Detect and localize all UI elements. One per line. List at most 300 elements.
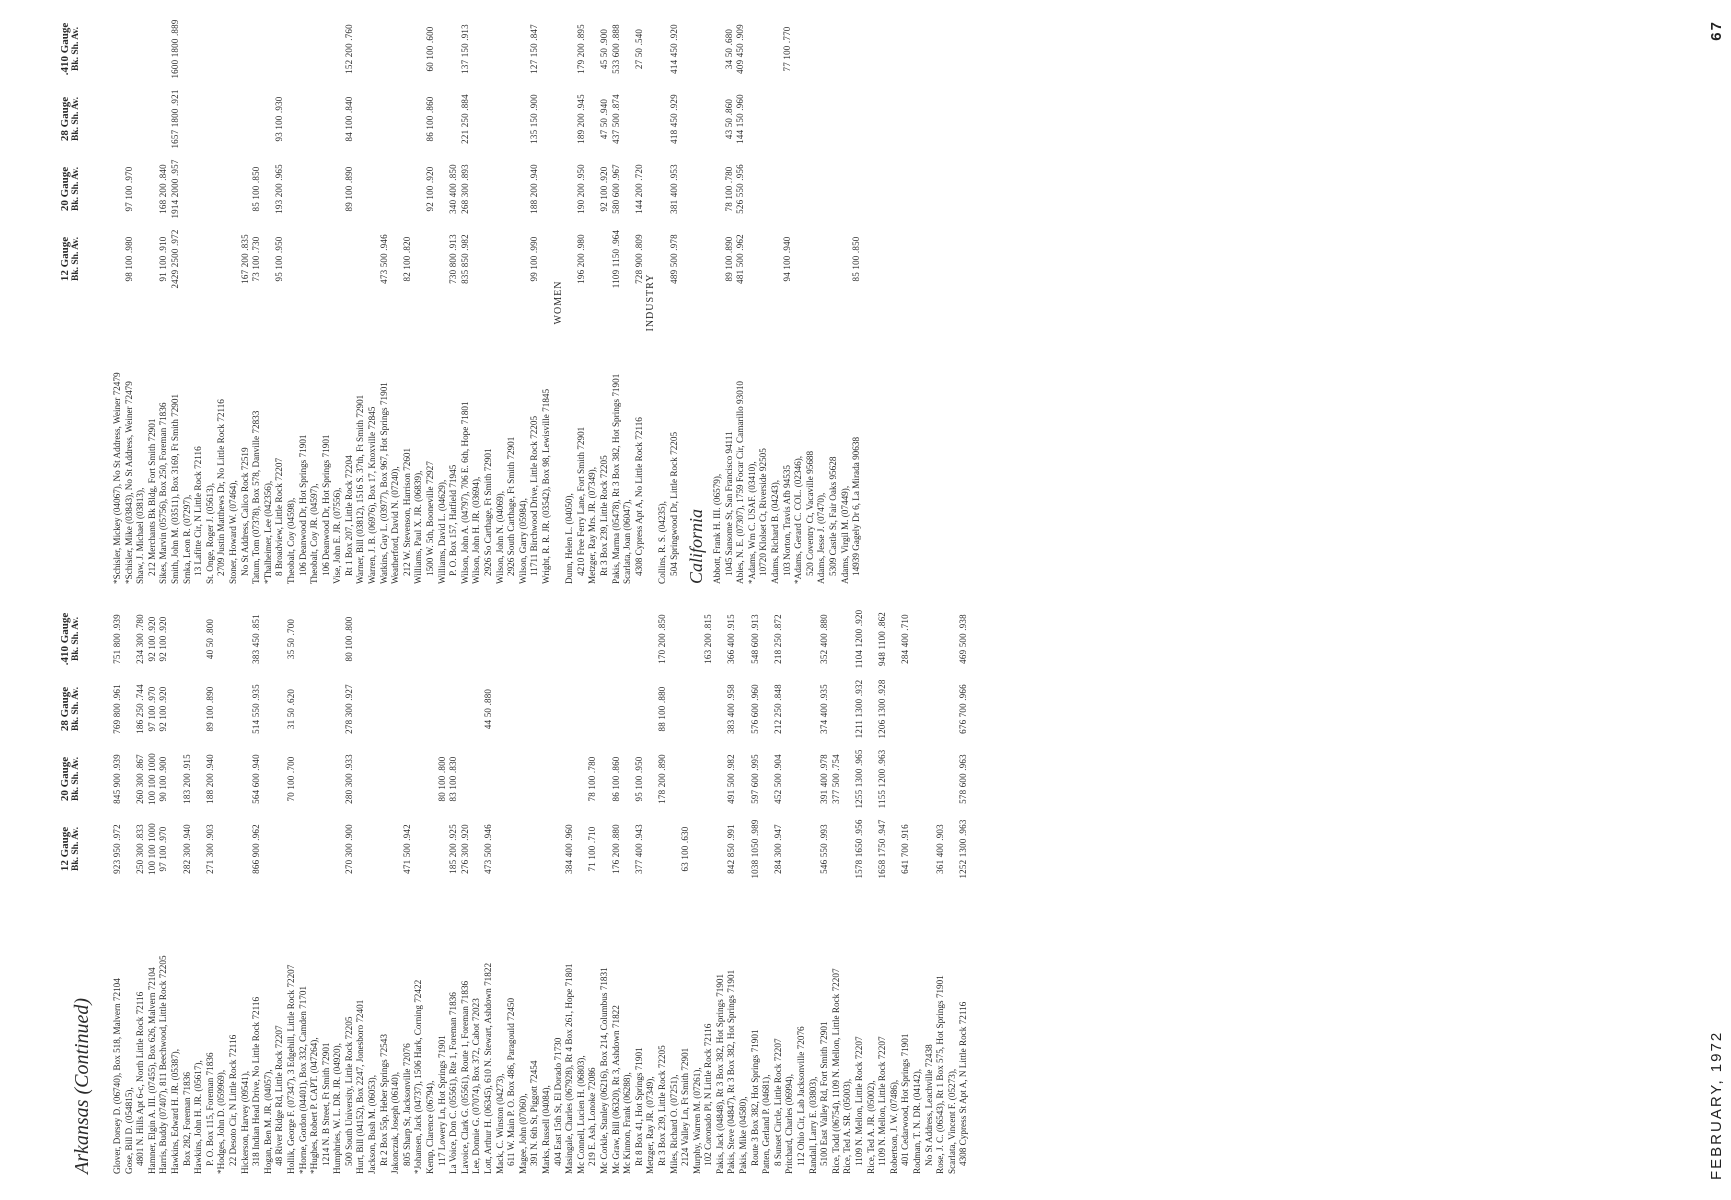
shooter-name: Warner, Bill (03812), 1516 S. 37th, Ft Smith 72901 xyxy=(355,394,366,584)
shooter-name: Robertson, J. W. (07486), xyxy=(888,1079,899,1174)
shooter-row xyxy=(274,15,286,590)
shooter-row xyxy=(471,605,483,1180)
score-28-gauge: 212 250 .848 xyxy=(772,684,783,734)
score-28-gauge: 221 250 .884 xyxy=(459,94,470,144)
state-heading xyxy=(680,15,712,590)
shooter-name: Jackson, Bush M. (06053), xyxy=(367,1074,378,1174)
shooter-list xyxy=(112,605,970,1180)
score-28-gauge: 92 100 .920 xyxy=(158,686,169,732)
shooter-name: St. Onge, Roger J. (05613), xyxy=(204,482,215,584)
shooter-row xyxy=(495,605,507,1180)
shooter-row xyxy=(332,605,344,1180)
shooter-row xyxy=(112,605,124,1180)
score-12-gauge: 481 500 .962 xyxy=(735,234,746,284)
shooter-row xyxy=(703,605,715,1180)
score-28-gauge: 84 100 .840 xyxy=(343,96,354,142)
shooter-row xyxy=(367,605,379,1180)
shooter-row xyxy=(170,15,182,590)
score-12-gauge: 377 400 .943 xyxy=(633,824,644,874)
shooter-name: Rice, Ted A. JR. (05002), xyxy=(865,1080,876,1174)
shooter-row xyxy=(816,15,828,590)
shooter-name: Mack, C. Winston (04273), xyxy=(494,1073,505,1174)
score-20-gauge: 526 550 .956 xyxy=(735,164,746,214)
gauge-sub: Bk. Sh. Av. xyxy=(71,97,81,141)
shooter-row xyxy=(147,15,159,590)
gauge-title: 20 Gauge xyxy=(59,756,71,802)
shooter-row xyxy=(715,605,727,1180)
score-12-gauge: 63 100 .630 xyxy=(680,826,691,872)
shooter-name: Dunn, Helen L. (04050), xyxy=(564,493,575,584)
score-20-gauge: 90 100 .900 xyxy=(158,756,169,802)
shooter-list xyxy=(112,15,863,590)
score-20-gauge: 183 200 .915 xyxy=(181,754,192,804)
shooter-address: 520 Coventry Ct, Vacaville 95688 xyxy=(804,450,815,576)
shooter-name: Adams, Richard B. (04243), xyxy=(770,479,781,584)
score-410-gauge: 948 1100 .862 xyxy=(877,611,888,667)
shooter-address: Rt 3 Box 239, Little Rock 72205 xyxy=(656,1045,667,1166)
shooter-address: 2709 Justin Matthews Dr, No Little Rock 72116 xyxy=(216,399,227,576)
shooter-row xyxy=(622,15,634,590)
shooter-row xyxy=(958,605,970,1180)
shooter-name: Smith, John M. (03511), Box 3169, Ft Smith 72901 xyxy=(169,393,180,584)
shooter-name: Metzger, Ray Mrs. JR. (07349), xyxy=(587,466,598,584)
shooter-name: Williams, Paul X. JR. (06839), xyxy=(413,470,424,584)
gauge-sub: Bk. Sh. Av. xyxy=(71,237,81,281)
shooter-name: *Adams, Wm C. USAF. (03410), xyxy=(746,461,757,584)
score-12-gauge: 1252 1300 .963 xyxy=(958,819,969,879)
score-12-gauge: 270 300 .900 xyxy=(343,824,354,874)
score-410-gauge: 137 150 .913 xyxy=(459,24,470,74)
score-20-gauge: 178 200 .890 xyxy=(656,754,667,804)
shooter-name: Wilson, John N. (04069), xyxy=(494,490,505,584)
heading-text: INDUSTRY xyxy=(645,273,657,332)
shooter-row xyxy=(793,15,805,590)
shooter-name: Wright, R. R. JR. (03542), Box 98, Lewisville 71845 xyxy=(540,388,551,584)
shooter-row xyxy=(263,15,275,590)
gauge-sub: Bk. Sh. Av. xyxy=(71,687,81,731)
shooter-address: 106 Deanwood Dr, Hot Springs 71901 xyxy=(320,434,331,576)
shooter-name: Pakis, Marma (05478), Rt 3 Box 382, Hot Springs 71901 xyxy=(610,373,621,584)
score-20-gauge: 188 200 .940 xyxy=(204,754,215,804)
score-28-gauge: 88 100 .880 xyxy=(656,686,667,732)
shooter-name: Glover, Dorsey D. (06740), Box 518, Malvern 72104 xyxy=(112,978,122,1174)
shooter-row xyxy=(747,15,759,590)
gauge-title: 20 Gauge xyxy=(59,166,71,212)
shooter-row xyxy=(669,15,681,590)
shooter-row xyxy=(437,605,449,1180)
shooter-address: 48 River Ridge Rd, Little Rock 72207 xyxy=(274,1025,285,1166)
shooter-name: *Schisler, Mickey (04067), No St Address, Weiner 72479 xyxy=(112,372,122,584)
score-20-gauge: 381 400 .953 xyxy=(668,164,679,214)
shooter-name: Theobalt, Coy JR. (04597), xyxy=(309,483,320,584)
gauge-sub: Bk. Sh. Av. xyxy=(71,27,81,71)
shooter-row xyxy=(924,605,936,1180)
score-12-gauge: 471 500 .942 xyxy=(401,824,412,874)
shooter-row xyxy=(193,15,205,590)
shooter-row xyxy=(309,15,321,590)
score-20-gauge: 92 100 .920 xyxy=(598,166,609,212)
shooter-row xyxy=(889,605,901,1180)
shooter-name: Mc Kinnon, Frank (06288), xyxy=(622,1072,633,1174)
shooter-row xyxy=(448,15,460,590)
shooter-row xyxy=(425,15,437,590)
shooter-row xyxy=(819,605,831,1180)
score-410-gauge: 34 50 .680 xyxy=(723,28,734,70)
shooter-row xyxy=(726,605,738,1180)
score-12-gauge: 89 100 .890 xyxy=(723,236,734,282)
shooter-name: *Horne, Gordon (04401), Box 332, Camden 71701 xyxy=(297,985,308,1174)
shooter-name: Mc Corkle, Stanley (06216), Box 214, Columbus 71831 xyxy=(598,967,609,1174)
shooter-row xyxy=(712,15,724,590)
score-12-gauge: 94 100 .940 xyxy=(781,236,792,282)
score-12-gauge: 1658 1750 .947 xyxy=(877,819,888,879)
shooter-name: Adams, Virgil M. (07449), xyxy=(839,485,850,584)
shooter-row xyxy=(770,15,782,590)
gauge-title: 12 Gauge xyxy=(59,826,71,872)
score-12-gauge: 91 100 .910 xyxy=(158,236,169,282)
shooter-row xyxy=(831,605,843,1180)
shooter-name: Humphries, W. L. DR. JR. (04920), xyxy=(332,1043,343,1174)
shooter-row xyxy=(657,15,669,590)
shooter-row xyxy=(448,605,460,1180)
shooter-row xyxy=(471,15,483,590)
score-28-gauge: 44 50 .880 xyxy=(483,688,493,730)
score-20-gauge: 78 100 .780 xyxy=(587,756,598,802)
score-20-gauge: 78 100 .780 xyxy=(723,166,734,212)
score-20-gauge: 580 600 .967 xyxy=(610,164,621,214)
score-410-gauge: 40 50 .800 xyxy=(204,618,215,660)
shooter-row xyxy=(205,15,217,590)
score-28-gauge: 514 550 .935 xyxy=(251,684,262,734)
shooter-row xyxy=(483,605,495,1180)
shooter-name: Masingale, Charles (067928), Rt 4 Box 261, Hope 71801 xyxy=(564,963,575,1174)
score-20-gauge: 193 200 .965 xyxy=(274,164,285,214)
shooter-name: Hollik, George F. (07347), 3 Edgehill, Little Rock 72207 xyxy=(285,964,296,1174)
shooter-name: Weatherford, David N. (07240), xyxy=(390,466,401,584)
page-number: 67 xyxy=(1708,20,1725,41)
page-footer xyxy=(1701,20,1725,1180)
gauge-sub: Bk. Sh. Av. xyxy=(71,827,81,871)
score-28-gauge: 135 150 .900 xyxy=(529,94,540,144)
score-12-gauge: 1038 1050 .989 xyxy=(749,819,760,879)
issue-date: FEBRUARY, 1972 xyxy=(1708,1030,1725,1180)
score-28-gauge: 418 450 .929 xyxy=(668,94,679,144)
shooter-row xyxy=(205,605,217,1180)
score-20-gauge: 377 500 .754 xyxy=(830,754,841,804)
shooter-row xyxy=(808,605,820,1180)
shooter-name: Pakis, Steve (04847), Rt 3 Box 382, Hot Springs 71901 xyxy=(726,969,737,1174)
shooter-row xyxy=(135,15,147,590)
gauge-title: 28 Gauge xyxy=(59,96,71,142)
shooter-address: Rt 3 Box 239, Little Rock 72205 xyxy=(598,455,609,576)
score-28-gauge: 769 800 .961 xyxy=(112,684,122,734)
shooter-address: No St Address, Leachville 72438 xyxy=(923,1044,934,1166)
gauge-sub: Bk. Sh. Av. xyxy=(71,167,81,211)
shooter-name: Rice, Todd (06754), 1109 N. Mellon, Little Rock 72207 xyxy=(830,968,841,1174)
score-12-gauge: 546 550 .993 xyxy=(819,824,830,874)
score-20-gauge: 97 100 .970 xyxy=(123,166,134,212)
score-20-gauge: 144 200 .720 xyxy=(633,164,644,214)
score-410-gauge: 234 300 .780 xyxy=(135,614,146,664)
shooter-row xyxy=(193,605,205,1180)
shooter-row xyxy=(182,15,194,590)
score-410-gauge: 352 400 .880 xyxy=(819,614,830,664)
score-410-gauge: 163 200 .815 xyxy=(703,614,714,664)
shooter-row xyxy=(182,605,194,1180)
shooter-address: 212 Merchants Bk Bldg, Fort Smith 72901 xyxy=(146,418,157,576)
score-20-gauge: 86 100 .860 xyxy=(610,756,621,802)
score-20-gauge: 391 400 .978 xyxy=(819,754,830,804)
gauge-header-12 xyxy=(60,228,94,290)
shooter-row xyxy=(437,15,449,590)
shooter-name: Williams, David L. (04629), xyxy=(436,479,447,584)
gauge-header-12 xyxy=(60,818,94,880)
shooter-name: Rice, Ted A. SR. (05003), xyxy=(842,1078,853,1174)
shooter-row xyxy=(228,605,240,1180)
shooter-row xyxy=(900,605,912,1180)
score-20-gauge: 845 900 .939 xyxy=(112,754,122,804)
shooter-row xyxy=(611,605,623,1180)
score-20-gauge: 100 100 1000 xyxy=(146,753,157,805)
gauge-title: .410 Gauge xyxy=(59,612,71,666)
shooter-name: Mc Graw, Bill (06320), Rt 3, Ashdown 71822 xyxy=(610,1005,621,1174)
shooter-address: 404 East 15th St, El Dorado 71730 xyxy=(552,1037,563,1166)
score-410-gauge: 170 200 .850 xyxy=(656,614,667,664)
score-410-gauge: 414 450 .920 xyxy=(668,24,679,74)
shooter-row xyxy=(135,605,147,1180)
shooter-row xyxy=(158,605,170,1180)
score-28-gauge: 1206 1300 .928 xyxy=(877,679,888,739)
score-12-gauge: 185 200 .925 xyxy=(448,824,459,874)
shooter-address: 805 Sharp St, Jacksonville 72076 xyxy=(401,1043,412,1166)
shooter-name: Hickerson, Harvey (09541), xyxy=(239,1070,250,1174)
score-12-gauge: 835 850 .982 xyxy=(459,234,470,284)
shooter-row xyxy=(842,605,854,1180)
shooter-address: 4308 Cypress Apt A, No Little Rock 72116 xyxy=(633,417,644,576)
shooter-name: Miles, Richard O. (07251), xyxy=(668,1074,679,1174)
shooter-row xyxy=(587,605,599,1180)
shooter-name: Pakis, Jack (04848), Rt 3 Box 382, Hot Springs 71901 xyxy=(714,973,725,1174)
shooter-address: No St Address, Calico Rock 72519 xyxy=(239,447,250,576)
shooter-address: 5100 East Valley Rd, Fort Smith 72901 xyxy=(819,1021,830,1166)
score-12-gauge: 489 500 .978 xyxy=(668,234,679,284)
heading-text: California xyxy=(686,508,707,584)
shooter-row xyxy=(564,15,576,590)
shooter-row xyxy=(840,15,852,590)
shooter-name: *Thalheimer, Lee (042356), xyxy=(262,480,273,584)
score-20-gauge: 340 400 .850 xyxy=(448,164,459,214)
section-title: Arkansas (Continued) xyxy=(71,997,93,1174)
score-28-gauge: 576 600 .960 xyxy=(749,684,760,734)
shooter-row xyxy=(216,605,228,1180)
shooter-address: 22 Desoto Cir, N Little Rock 72116 xyxy=(227,1034,238,1166)
shooter-address: 1214 N. B Street, Ft Smith 72901 xyxy=(320,1042,331,1166)
shooter-name: Hawkins, Edward H. JR. (05387), xyxy=(169,1048,180,1174)
score-12-gauge: 842 850 .991 xyxy=(726,824,737,874)
shooter-address: 13 Lafitte Cir, N Little Rock 72116 xyxy=(193,446,204,576)
shooter-address: Rt 8 Box 41, Hot Springs 71901 xyxy=(633,1047,644,1166)
shooter-name: Patten, Gerland P. (04681), xyxy=(761,1074,772,1174)
score-12-gauge: 73 100 .730 xyxy=(251,236,262,282)
shooter-name: Wilson, John H. JR. (03694), xyxy=(471,476,482,584)
score-20-gauge: 70 100 .700 xyxy=(285,756,296,802)
shooter-row xyxy=(692,605,704,1180)
score-20-gauge: 188 200 .940 xyxy=(529,164,540,214)
score-12-gauge: 641 700 .916 xyxy=(900,824,911,874)
shooter-address: 117 Lowery Ln, Hot Springs 71901 xyxy=(436,1035,447,1166)
section-heading xyxy=(645,15,657,590)
left-column xyxy=(60,605,1480,1180)
score-410-gauge: 284 400 .710 xyxy=(900,614,911,664)
shooter-row xyxy=(587,15,599,590)
gauge-header-20 xyxy=(60,748,94,810)
score-12-gauge: 98 100 .980 xyxy=(123,236,134,282)
score-12-gauge: 167 200 .835 xyxy=(239,234,250,284)
shooter-row xyxy=(645,605,657,1180)
shooter-row xyxy=(758,15,770,590)
shooter-name: Srnka, Leon R. (07297), xyxy=(181,494,192,584)
score-12-gauge: 97 100 .970 xyxy=(158,826,169,872)
shooter-row xyxy=(782,15,794,590)
shooter-row xyxy=(735,15,747,590)
score-20-gauge: 491 500 .982 xyxy=(726,754,737,804)
score-12-gauge: 95 100 .950 xyxy=(274,236,285,282)
score-410-gauge: 80 100 .800 xyxy=(343,616,354,662)
shooter-row xyxy=(495,15,507,590)
shooter-name: Hurt, Bill (04152), Box 2247, Jonesboro 72401 xyxy=(355,999,366,1174)
shooter-row xyxy=(611,15,623,590)
shooter-name: Hawkins, John H. JR. (05617), xyxy=(193,1060,204,1174)
score-12-gauge: 730 800 .913 xyxy=(448,234,459,284)
shooter-address: 2926 So Carthage, Ft Smith 72901 xyxy=(483,448,493,576)
shooter-name: Ables, N. E. (07307), 1759 Focar Cir, Camarillo 93010 xyxy=(735,380,746,584)
score-12-gauge: 71 100 .710 xyxy=(587,826,598,872)
shooter-row xyxy=(321,605,333,1180)
shooter-row xyxy=(912,605,924,1180)
score-12-gauge: 1578 1650 .956 xyxy=(854,819,864,879)
score-410-gauge: 218 250 .872 xyxy=(772,614,783,664)
score-12-gauge: 284 300 .947 xyxy=(772,824,783,874)
shooter-row xyxy=(460,605,472,1180)
section-heading xyxy=(553,15,565,590)
shooter-row xyxy=(367,15,379,590)
shooter-row xyxy=(506,15,518,590)
shooter-address: 504 Springwood Dr, Little Rock 72205 xyxy=(668,431,679,576)
score-28-gauge: 186 250 .744 xyxy=(135,684,146,734)
score-20-gauge: 92 100 .920 xyxy=(425,166,436,212)
shooter-name: *Hodges, John D. (059969), xyxy=(216,1069,227,1174)
shooter-row xyxy=(738,605,750,1180)
score-28-gauge: 374 400 .935 xyxy=(819,684,830,734)
shooter-name: Shaw, J. Michael (03813), xyxy=(135,487,146,584)
shooter-address: P. O. Box 115, Foreman 71836 xyxy=(204,1052,215,1166)
score-410-gauge: 92 100 .920 xyxy=(146,616,157,662)
shooter-row xyxy=(379,15,391,590)
score-410-gauge: 127 150 .847 xyxy=(529,24,540,74)
shooter-address: 212 W. Stevenson, Harrison 72601 xyxy=(401,447,412,576)
shooter-name: Wilson, John A. (04797), 706 E. 6th, Hope 71801 xyxy=(459,401,470,584)
shooter-name: Sikes, Marvin (05756), Box 250, Foreman 71836 xyxy=(158,402,169,584)
score-12-gauge: 196 200 .980 xyxy=(575,234,586,284)
right-column xyxy=(60,15,1480,590)
shooter-address: 106 Deanwood Dr, Hot Springs 71901 xyxy=(297,434,308,576)
score-28-gauge: 278 300 .927 xyxy=(343,684,354,734)
score-410-gauge: 60 100 .600 xyxy=(425,26,436,72)
score-20-gauge: 260 300 .867 xyxy=(135,754,146,804)
shooter-row xyxy=(355,605,367,1180)
score-20-gauge: 190 200 .950 xyxy=(575,164,586,214)
score-410-gauge: 35 50 .700 xyxy=(285,618,296,660)
shooter-row xyxy=(506,605,518,1180)
shooter-name: Metzger, Ray JR. (07349), xyxy=(645,1076,656,1174)
shooter-name: Marks, Russell (04084), xyxy=(540,1085,551,1174)
shooter-address: Route 3 Box 382, Hot Springs 71901 xyxy=(749,1029,760,1166)
shooter-row xyxy=(529,15,541,590)
gauge-header-410 xyxy=(60,608,94,670)
score-12-gauge: 361 400 .903 xyxy=(935,824,946,874)
score-12-gauge: 271 300 .903 xyxy=(204,824,215,874)
shooter-name: Scarlata, Joan (06047), xyxy=(622,499,633,584)
shooter-row xyxy=(935,605,947,1180)
shooter-row xyxy=(634,605,646,1180)
score-410-gauge: 92 100 .920 xyxy=(158,616,169,662)
score-20-gauge: 85 100 .850 xyxy=(251,166,262,212)
score-28-gauge: 31 50 .620 xyxy=(285,688,296,730)
score-410-gauge: 469 500 .938 xyxy=(958,614,969,664)
shooter-row xyxy=(413,15,425,590)
shooter-row xyxy=(796,605,808,1180)
shooter-row xyxy=(240,15,252,590)
shooter-address: 10720 Klolset Ct, Riverside 92505 xyxy=(758,448,769,576)
score-12-gauge: 1109 1150 .964 xyxy=(610,229,621,289)
score-410-gauge: 548 600 .913 xyxy=(749,614,760,664)
score-20-gauge: 168 200 .840 xyxy=(158,164,169,214)
shooter-row xyxy=(263,605,275,1180)
score-28-gauge: 144 150 .960 xyxy=(735,94,746,144)
shooter-name: Abbott, Frank H. III. (06579), xyxy=(712,473,723,584)
score-28-gauge: 1657 1800 .921 xyxy=(169,89,180,149)
gauge-header-28 xyxy=(60,88,94,150)
shooter-address: 401 Cedarwood, Hot Springs 71901 xyxy=(900,1033,911,1166)
shooter-row xyxy=(541,605,553,1180)
score-12-gauge: 728 900 .809 xyxy=(633,234,644,284)
shooter-name: Jakonczuk, Joseph (06140), xyxy=(390,1071,401,1174)
shooter-address: 8 Broadview, Little Rock 72207 xyxy=(274,457,285,576)
shooter-name: *Johansen, Jack (04737), 1506 Hark, Corning 72422 xyxy=(413,979,424,1174)
score-20-gauge: 1255 1300 .965 xyxy=(854,749,864,809)
shooter-address: Box 282, Foreman 71836 xyxy=(181,1072,192,1166)
shooter-address: 2926 South Carthage, Ft Smith 72901 xyxy=(506,436,517,576)
shooter-address: 4801 N. Hills Apt 6-c, North Little Rock 72116 xyxy=(135,991,146,1166)
shooter-row xyxy=(158,15,170,590)
shooter-name: Lavoice, Clark G. (05561), Route 1, Foreman 71836 xyxy=(459,980,470,1174)
gauge-title: 28 Gauge xyxy=(59,686,71,732)
shooter-row xyxy=(518,605,530,1180)
shooter-row xyxy=(170,605,182,1180)
shooter-row xyxy=(286,605,298,1180)
gauge-header-20 xyxy=(60,158,94,220)
shooter-name: Adams, Jesse J. (07470), xyxy=(816,492,827,584)
score-20-gauge: 564 600 .940 xyxy=(251,754,262,804)
score-20-gauge: 578 600 .963 xyxy=(958,754,969,804)
score-28-gauge: 97 100 .970 xyxy=(146,686,157,732)
shooter-name: *Hughes, Robert P. CAPT. (047264), xyxy=(309,1037,320,1174)
heading-text: WOMEN xyxy=(552,280,564,325)
shooter-address: Rt 1 Box 207, Little Rock 72204 xyxy=(343,455,354,576)
shooter-row xyxy=(460,15,472,590)
score-28-gauge: 676 700 .966 xyxy=(958,684,969,734)
score-20-gauge: 89 100 .890 xyxy=(343,166,354,212)
